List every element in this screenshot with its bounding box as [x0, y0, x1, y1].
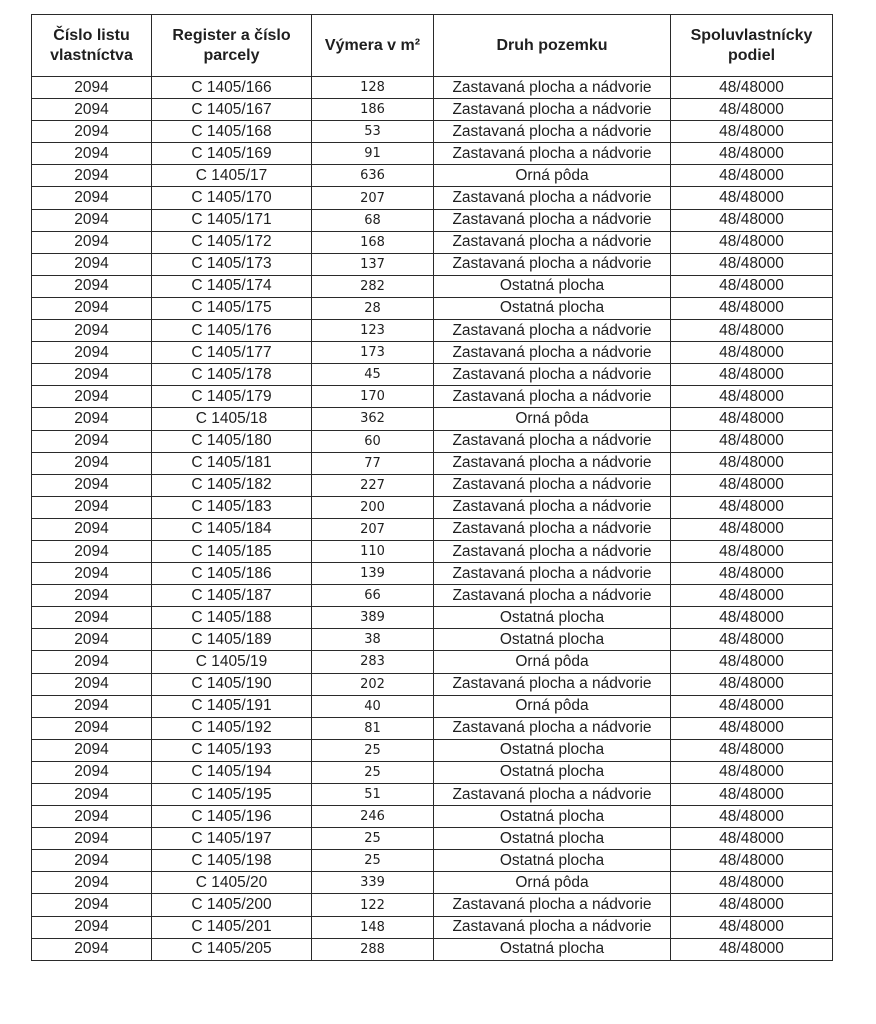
cell-area: 53: [312, 121, 434, 143]
cell-parcel: C 1405/169: [152, 143, 312, 165]
cell-parcel: C 1405/166: [152, 77, 312, 99]
cell-parcel: C 1405/173: [152, 253, 312, 275]
cell-parcel: C 1405/195: [152, 784, 312, 806]
cell-share: 48/48000: [671, 784, 833, 806]
cell-parcel: C 1405/181: [152, 452, 312, 474]
cell-lv-number: 2094: [32, 784, 152, 806]
cell-share: 48/48000: [671, 761, 833, 783]
cell-land-type: Zastavaná plocha a nádvorie: [434, 518, 671, 540]
cell-lv-number: 2094: [32, 430, 152, 452]
cell-lv-number: 2094: [32, 540, 152, 562]
cell-land-type: Zastavaná plocha a nádvorie: [434, 430, 671, 452]
cell-share: 48/48000: [671, 540, 833, 562]
cell-share: 48/48000: [671, 386, 833, 408]
cell-land-type: Zastavaná plocha a nádvorie: [434, 916, 671, 938]
table-body: [32, 77, 833, 961]
cell-lv-number: 2094: [32, 253, 152, 275]
cell-parcel: C 1405/19: [152, 651, 312, 673]
cell-land-type: Ostatná plocha: [434, 275, 671, 297]
cell-land-type: Zastavaná plocha a nádvorie: [434, 253, 671, 275]
cell-lv-number: 2094: [32, 673, 152, 695]
cell-lv-number: 2094: [32, 275, 152, 297]
cell-land-type: Zastavaná plocha a nádvorie: [434, 386, 671, 408]
cell-area: 128: [312, 77, 434, 99]
cell-share: 48/48000: [671, 607, 833, 629]
cell-land-type: Ostatná plocha: [434, 297, 671, 319]
table-header-row: [32, 15, 833, 77]
cell-lv-number: 2094: [32, 297, 152, 319]
table-row: [32, 806, 833, 828]
cell-area: 173: [312, 342, 434, 364]
cell-share: 48/48000: [671, 408, 833, 430]
cell-land-type: Ostatná plocha: [434, 761, 671, 783]
cell-land-type: Orná pôda: [434, 695, 671, 717]
cell-lv-number: 2094: [32, 408, 152, 430]
table-row: [32, 894, 833, 916]
cell-parcel: C 1405/187: [152, 585, 312, 607]
cell-land-type: Ostatná plocha: [434, 828, 671, 850]
cell-lv-number: 2094: [32, 320, 152, 342]
cell-area: 45: [312, 364, 434, 386]
cell-land-type: Zastavaná plocha a nádvorie: [434, 77, 671, 99]
cell-parcel: C 1405/176: [152, 320, 312, 342]
column-header-share: Spoluvlastnícky podiel: [671, 15, 833, 77]
table-row: [32, 474, 833, 496]
cell-share: 48/48000: [671, 806, 833, 828]
cell-land-type: Orná pôda: [434, 651, 671, 673]
cell-parcel: C 1405/20: [152, 872, 312, 894]
cell-parcel: C 1405/168: [152, 121, 312, 143]
cell-parcel: C 1405/172: [152, 231, 312, 253]
column-header-lv-number: Číslo listu vlastníctva: [32, 15, 152, 77]
cell-area: 68: [312, 209, 434, 231]
cell-share: 48/48000: [671, 585, 833, 607]
cell-lv-number: 2094: [32, 99, 152, 121]
cell-parcel: C 1405/185: [152, 540, 312, 562]
cell-land-type: Ostatná plocha: [434, 607, 671, 629]
cell-lv-number: 2094: [32, 739, 152, 761]
cell-area: 202: [312, 673, 434, 695]
table-row: [32, 518, 833, 540]
cell-lv-number: 2094: [32, 342, 152, 364]
cell-area: 139: [312, 563, 434, 585]
cell-parcel: C 1405/189: [152, 629, 312, 651]
table-row: [32, 695, 833, 717]
cell-area: 200: [312, 496, 434, 518]
cell-parcel: C 1405/178: [152, 364, 312, 386]
table-row: [32, 187, 833, 209]
cell-share: 48/48000: [671, 452, 833, 474]
cell-area: 227: [312, 474, 434, 496]
cell-parcel: C 1405/180: [152, 430, 312, 452]
cell-land-type: Zastavaná plocha a nádvorie: [434, 121, 671, 143]
cell-lv-number: 2094: [32, 850, 152, 872]
cell-lv-number: 2094: [32, 938, 152, 960]
table-row: [32, 872, 833, 894]
cell-area: 137: [312, 253, 434, 275]
cell-share: 48/48000: [671, 717, 833, 739]
table-row: [32, 297, 833, 319]
cell-area: 283: [312, 651, 434, 673]
cell-share: 48/48000: [671, 297, 833, 319]
cell-area: 77: [312, 452, 434, 474]
cell-parcel: C 1405/171: [152, 209, 312, 231]
cell-share: 48/48000: [671, 938, 833, 960]
cell-share: 48/48000: [671, 916, 833, 938]
cell-lv-number: 2094: [32, 585, 152, 607]
cell-land-type: Orná pôda: [434, 165, 671, 187]
cell-share: 48/48000: [671, 165, 833, 187]
cell-share: 48/48000: [671, 629, 833, 651]
cell-area: 170: [312, 386, 434, 408]
cell-parcel: C 1405/197: [152, 828, 312, 850]
cell-parcel: C 1405/182: [152, 474, 312, 496]
cell-parcel: C 1405/188: [152, 607, 312, 629]
cell-area: 339: [312, 872, 434, 894]
cell-land-type: Zastavaná plocha a nádvorie: [434, 209, 671, 231]
cell-parcel: C 1405/192: [152, 717, 312, 739]
cell-lv-number: 2094: [32, 386, 152, 408]
cell-share: 48/48000: [671, 496, 833, 518]
cell-lv-number: 2094: [32, 916, 152, 938]
table-row: [32, 143, 833, 165]
cell-area: 60: [312, 430, 434, 452]
cell-parcel: C 1405/194: [152, 761, 312, 783]
cell-area: 122: [312, 894, 434, 916]
table-row: [32, 651, 833, 673]
cell-land-type: Zastavaná plocha a nádvorie: [434, 187, 671, 209]
cell-area: 246: [312, 806, 434, 828]
cell-lv-number: 2094: [32, 894, 152, 916]
column-header-land-type: Druh pozemku: [434, 15, 671, 77]
cell-area: 123: [312, 320, 434, 342]
cell-area: 282: [312, 275, 434, 297]
cell-lv-number: 2094: [32, 187, 152, 209]
table-row: [32, 784, 833, 806]
table-row: [32, 607, 833, 629]
cell-lv-number: 2094: [32, 828, 152, 850]
cell-area: 148: [312, 916, 434, 938]
cell-parcel: C 1405/170: [152, 187, 312, 209]
cell-lv-number: 2094: [32, 452, 152, 474]
cell-area: 288: [312, 938, 434, 960]
cell-land-type: Zastavaná plocha a nádvorie: [434, 452, 671, 474]
cell-area: 66: [312, 585, 434, 607]
cell-land-type: Zastavaná plocha a nádvorie: [434, 231, 671, 253]
cell-parcel: C 1405/191: [152, 695, 312, 717]
cell-share: 48/48000: [671, 894, 833, 916]
table-row: [32, 231, 833, 253]
cell-share: 48/48000: [671, 143, 833, 165]
cell-area: 207: [312, 187, 434, 209]
cell-lv-number: 2094: [32, 474, 152, 496]
cell-share: 48/48000: [671, 187, 833, 209]
cell-share: 48/48000: [671, 474, 833, 496]
cell-lv-number: 2094: [32, 518, 152, 540]
cell-area: 51: [312, 784, 434, 806]
cell-parcel: C 1405/200: [152, 894, 312, 916]
cell-share: 48/48000: [671, 739, 833, 761]
cell-share: 48/48000: [671, 320, 833, 342]
cell-lv-number: 2094: [32, 695, 152, 717]
cell-parcel: C 1405/18: [152, 408, 312, 430]
cell-land-type: Zastavaná plocha a nádvorie: [434, 320, 671, 342]
cell-area: 207: [312, 518, 434, 540]
cell-area: 362: [312, 408, 434, 430]
cell-area: 28: [312, 297, 434, 319]
cell-lv-number: 2094: [32, 209, 152, 231]
cell-share: 48/48000: [671, 673, 833, 695]
cell-land-type: Zastavaná plocha a nádvorie: [434, 364, 671, 386]
cell-land-type: Zastavaná plocha a nádvorie: [434, 540, 671, 562]
cell-lv-number: 2094: [32, 872, 152, 894]
table-row: [32, 452, 833, 474]
cell-area: 636: [312, 165, 434, 187]
table-row: [32, 563, 833, 585]
table-row: [32, 673, 833, 695]
cell-lv-number: 2094: [32, 77, 152, 99]
cell-parcel: C 1405/190: [152, 673, 312, 695]
cell-lv-number: 2094: [32, 629, 152, 651]
cell-area: 38: [312, 629, 434, 651]
cell-lv-number: 2094: [32, 364, 152, 386]
cell-area: 168: [312, 231, 434, 253]
cell-share: 48/48000: [671, 828, 833, 850]
cell-area: 186: [312, 99, 434, 121]
cell-land-type: Zastavaná plocha a nádvorie: [434, 585, 671, 607]
cell-land-type: Ostatná plocha: [434, 806, 671, 828]
table-row: [32, 253, 833, 275]
cell-share: 48/48000: [671, 563, 833, 585]
cell-parcel: C 1405/186: [152, 563, 312, 585]
column-header-parcel: Register a číslo parcely: [152, 15, 312, 77]
cell-land-type: Zastavaná plocha a nádvorie: [434, 894, 671, 916]
cell-share: 48/48000: [671, 695, 833, 717]
cell-land-type: Zastavaná plocha a nádvorie: [434, 99, 671, 121]
table-row: [32, 99, 833, 121]
table-row: [32, 629, 833, 651]
cell-area: 25: [312, 828, 434, 850]
table-row: [32, 121, 833, 143]
table-row: [32, 916, 833, 938]
table-row: [32, 585, 833, 607]
cell-share: 48/48000: [671, 231, 833, 253]
cell-parcel: C 1405/201: [152, 916, 312, 938]
cell-land-type: Orná pôda: [434, 872, 671, 894]
table-row: [32, 209, 833, 231]
cell-share: 48/48000: [671, 430, 833, 452]
cell-share: 48/48000: [671, 850, 833, 872]
cell-share: 48/48000: [671, 275, 833, 297]
cell-parcel: C 1405/198: [152, 850, 312, 872]
table-row: [32, 540, 833, 562]
cell-share: 48/48000: [671, 872, 833, 894]
table-row: [32, 739, 833, 761]
table-row: [32, 275, 833, 297]
table-row: [32, 828, 833, 850]
table-row: [32, 761, 833, 783]
cell-share: 48/48000: [671, 121, 833, 143]
cell-lv-number: 2094: [32, 607, 152, 629]
cell-parcel: C 1405/193: [152, 739, 312, 761]
table-row: [32, 320, 833, 342]
cell-area: 110: [312, 540, 434, 562]
cell-lv-number: 2094: [32, 651, 152, 673]
cell-land-type: Zastavaná plocha a nádvorie: [434, 143, 671, 165]
cell-land-type: Zastavaná plocha a nádvorie: [434, 717, 671, 739]
table-row: [32, 430, 833, 452]
cell-land-type: Zastavaná plocha a nádvorie: [434, 342, 671, 364]
cell-area: 25: [312, 739, 434, 761]
cell-area: 81: [312, 717, 434, 739]
table-row: [32, 850, 833, 872]
table-row: [32, 386, 833, 408]
cell-lv-number: 2094: [32, 806, 152, 828]
cell-land-type: Zastavaná plocha a nádvorie: [434, 474, 671, 496]
cell-parcel: C 1405/175: [152, 297, 312, 319]
cell-share: 48/48000: [671, 209, 833, 231]
table-row: [32, 77, 833, 99]
cell-parcel: C 1405/184: [152, 518, 312, 540]
cell-share: 48/48000: [671, 518, 833, 540]
table-row: [32, 165, 833, 187]
cell-land-type: Zastavaná plocha a nádvorie: [434, 673, 671, 695]
cell-area: 389: [312, 607, 434, 629]
cell-parcel: C 1405/196: [152, 806, 312, 828]
cell-area: 25: [312, 850, 434, 872]
cell-lv-number: 2094: [32, 717, 152, 739]
cell-parcel: C 1405/174: [152, 275, 312, 297]
table-row: [32, 408, 833, 430]
table-row: [32, 717, 833, 739]
cell-lv-number: 2094: [32, 165, 152, 187]
cell-parcel: C 1405/177: [152, 342, 312, 364]
cell-parcel: C 1405/17: [152, 165, 312, 187]
cell-land-type: Ostatná plocha: [434, 629, 671, 651]
cell-land-type: Zastavaná plocha a nádvorie: [434, 784, 671, 806]
cell-land-type: Ostatná plocha: [434, 850, 671, 872]
column-header-area: Výmera v m²: [312, 15, 434, 77]
cell-land-type: Zastavaná plocha a nádvorie: [434, 496, 671, 518]
cell-share: 48/48000: [671, 364, 833, 386]
cell-lv-number: 2094: [32, 143, 152, 165]
cell-share: 48/48000: [671, 253, 833, 275]
cell-parcel: C 1405/179: [152, 386, 312, 408]
cell-area: 40: [312, 695, 434, 717]
table-row: [32, 496, 833, 518]
cell-share: 48/48000: [671, 99, 833, 121]
cell-parcel: C 1405/183: [152, 496, 312, 518]
cell-lv-number: 2094: [32, 496, 152, 518]
cell-area: 25: [312, 761, 434, 783]
cell-lv-number: 2094: [32, 121, 152, 143]
table-row: [32, 364, 833, 386]
cell-land-type: Ostatná plocha: [434, 938, 671, 960]
cell-lv-number: 2094: [32, 563, 152, 585]
cell-share: 48/48000: [671, 77, 833, 99]
cell-lv-number: 2094: [32, 761, 152, 783]
table-row: [32, 342, 833, 364]
cell-lv-number: 2094: [32, 231, 152, 253]
cell-land-type: Zastavaná plocha a nádvorie: [434, 563, 671, 585]
parcel-ownership-table: [31, 14, 833, 961]
cell-land-type: Ostatná plocha: [434, 739, 671, 761]
cell-area: 91: [312, 143, 434, 165]
table-row: [32, 938, 833, 960]
cell-parcel: C 1405/167: [152, 99, 312, 121]
cell-share: 48/48000: [671, 651, 833, 673]
cell-parcel: C 1405/205: [152, 938, 312, 960]
cell-share: 48/48000: [671, 342, 833, 364]
cell-land-type: Orná pôda: [434, 408, 671, 430]
